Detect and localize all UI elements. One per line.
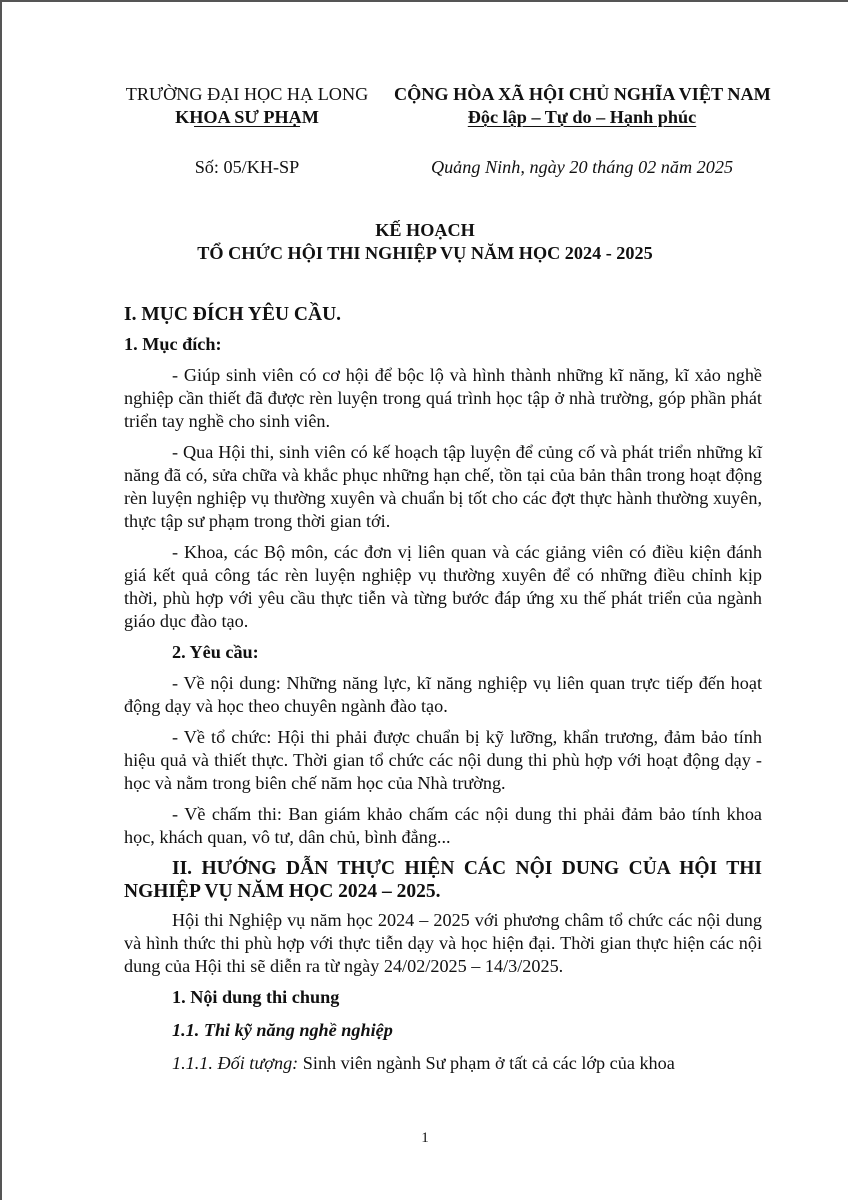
requirement-paragraph-1: - Về nội dung: Những năng lực, kĩ năng nghiệp vụ liên quan trực tiếp đến hoạt động dạy và học theo chuyên ngành đào tạo.	[124, 673, 762, 716]
document-title: KẾ HOẠCH	[375, 220, 475, 240]
section-1-1-heading: 1. Mục đích:	[124, 334, 222, 354]
item-1-1-1	[124, 1052, 762, 1075]
section-1-2-heading: 2. Yêu cầu:	[172, 642, 259, 662]
purpose-paragraph-2: - Qua Hội thi, sinh viên có kế hoạch tập luyện để củng cố và phát triển những kĩ năng đã có, sửa chữa và khắc phục những hạn chế, tồn tại của bản thân trong hoạt động rèn luyện nghiệp vụ thường xuyên và chuẩn bị tốt cho các đợt thực hành thường xuyên, thực tập sư phạm trong thời gian tới.	[124, 442, 762, 531]
page-number: 1	[421, 1130, 429, 1146]
faculty-name	[102, 107, 392, 128]
place-and-date: Quảng Ninh, ngày 20 tháng 02 năm 2025	[430, 157, 734, 177]
item-1-1-1-text: Sinh viên ngành Sư phạm ở tất cả các lớp của khoa	[298, 1053, 675, 1073]
purpose-paragraph-1: - Giúp sinh viên có cơ hội để bộc lộ và hình thành những kĩ năng, kĩ xảo nghề nghiệp cần thiết đã được rèn luyện trong quá trình học tập ở nhà trường, góp phần phát triển tay nghề cho sinh viên.	[124, 365, 762, 431]
section-1-heading: I. MỤC ĐÍCH YÊU CẦU.	[124, 304, 342, 325]
national-motto	[394, 107, 770, 128]
national-title: CỘNG HÒA XÃ HỘI CHỦ NGHĨA VIỆT NAM	[394, 84, 771, 104]
requirement-paragraph-2: - Về tổ chức: Hội thi phải được chuẩn bị kỹ lưỡng, khẩn trương, đảm bảo tính hiệu quả và thiết thực. Thời gian tổ chức các nội dung thi phù hợp với hoạt động dạy - học và nằm trong biên chế năm học của Nhà trường.	[124, 727, 762, 793]
faculty-name-text: KHOA SƯ PHẠM	[175, 107, 319, 127]
requirement-paragraph-3: - Về chấm thi: Ban giám khảo chấm các nội dung thi phải đảm bảo tính khoa học, khách quan, vô tư, dân chủ, bình đẳng...	[124, 804, 762, 847]
document-number: Số: 05/KH-SP	[194, 157, 300, 177]
university-name: TRƯỜNG ĐẠI HỌC HẠ LONG	[125, 84, 369, 104]
document-body	[124, 303, 762, 1083]
purpose-paragraph-3: - Khoa, các Bộ môn, các đơn vị liên quan và các giảng viên có điều kiện đánh giá kết quả công tác rèn luyện nghiệp vụ thường xuyên để có những điều chỉnh kịp thời, phù hợp với yêu cầu thực tiễn và từng bước đáp ứng xu thế phát triển của ngành giáo dục đào tạo.	[124, 542, 762, 631]
section-2-1-1-heading: 1.1. Thi kỹ năng nghề nghiệp	[172, 1020, 393, 1040]
document-subtitle: TỔ CHỨC HỘI THI NGHIỆP VỤ NĂM HỌC 2024 - 2025	[197, 243, 653, 263]
section-2-1-heading: 1. Nội dung thi chung	[172, 987, 340, 1007]
section-2-heading: II. HƯỚNG DẪN THỰC HIỆN CÁC NỘI DUNG CỦA HỘI THI NGHIỆP VỤ NĂM HỌC 2024 – 2025.	[124, 858, 762, 902]
section-2-intro: Hội thi Nghiệp vụ năm học 2024 – 2025 với phương châm tổ chức các nội dung và hình thức thi phù hợp với thực tiễn dạy và học hiện đại. Thời gian thực hiện các nội dung của Hội thi sẽ diễn ra từ ngày 24/02/2025 – 14/3/2025.	[124, 910, 762, 976]
item-1-1-1-label: 1.1.1. Đối tượng:	[172, 1053, 299, 1073]
national-motto-text: Độc lập – Tự do – Hạnh phúc	[467, 107, 697, 127]
